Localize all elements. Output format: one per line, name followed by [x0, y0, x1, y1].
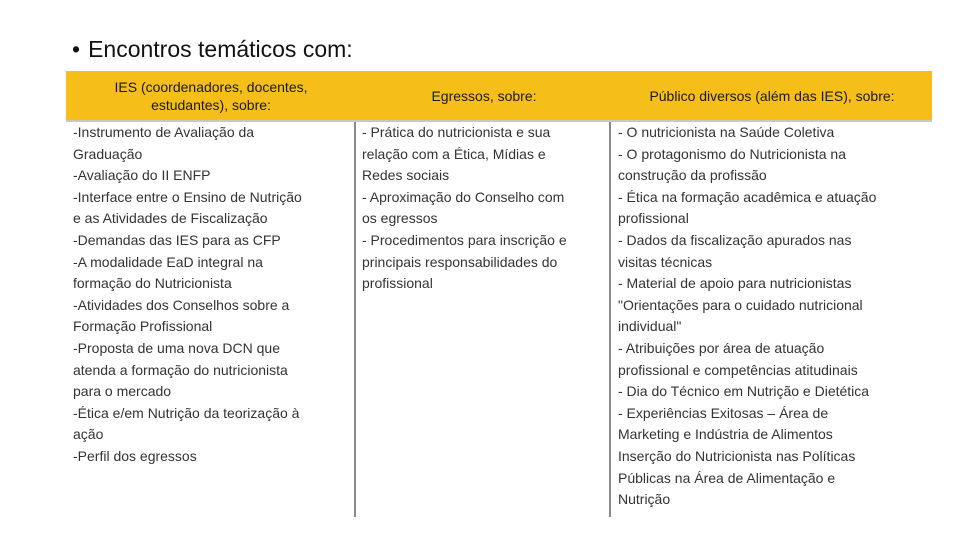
cell-line: Nutrição — [618, 491, 671, 508]
cell-line: - Aproximação do Conselho com — [362, 188, 565, 205]
cell-line: -Proposta de uma nova DCN que — [73, 339, 280, 356]
cell-line: construção da profissão — [618, 167, 767, 184]
cell-line: Formação Profissional — [73, 318, 213, 335]
cell-line: Inserção do Nutricionista nas Políticas — [618, 447, 856, 464]
cell-line: Graduação — [73, 145, 143, 162]
cell-egressos — [362, 122, 607, 517]
header-ies-line-2: estudantes), sobre: — [151, 96, 271, 113]
header-publico — [612, 71, 932, 120]
cell-line: Públicas na Área de Alimentação e — [618, 469, 836, 486]
cell-line: para o mercado — [73, 383, 172, 400]
cell-line: - Prática do nutricionista e sua — [362, 124, 551, 140]
cell-line: - Experiências Exitosas – Área de — [618, 404, 829, 421]
cell-line: os egressos — [362, 210, 438, 227]
cell-line: - Procedimentos para inscrição e — [362, 231, 567, 248]
cell-line: - Material de apoio para nutricionistas — [618, 275, 852, 292]
cell-line: -A modalidade EaD integral na — [73, 253, 263, 270]
table-body-row — [66, 122, 932, 517]
cell-line: Redes sociais — [362, 167, 450, 184]
cell-line: profissional e competências atitudinais — [618, 361, 858, 378]
cell-line: profissional — [362, 275, 433, 292]
cell-line: -Interface entre o Ensino de Nutrição — [73, 188, 302, 205]
cell-line: formação do Nutricionista — [73, 275, 232, 292]
cell-line: -Instrumento de Avaliação da — [73, 124, 255, 140]
cell-line: profissional — [618, 210, 689, 227]
cell-publico — [618, 122, 930, 517]
cell-line: - O protagonismo do Nutricionista na — [618, 145, 846, 162]
cell-line: - O nutricionista na Saúde Coletiva — [618, 124, 835, 140]
cell-line: -Demandas das IES para as CFP — [73, 231, 281, 248]
cell-line: relação com a Ética, Mídias e — [362, 145, 546, 162]
cell-line: - Ética na formação acadêmica e atuação — [618, 188, 877, 205]
cell-line: -Avaliação do II ENFP — [73, 167, 211, 184]
cell-ies — [73, 122, 353, 517]
cell-line: -Perfil dos egressos — [73, 447, 197, 464]
header-publico-line-1: Público diversos (além das IES), sobre: — [649, 87, 895, 104]
cell-line: -Atividades dos Conselhos sobre a — [73, 296, 290, 313]
table-header-row — [66, 71, 932, 122]
header-ies-line-1: IES (coordenadores, docentes, — [114, 78, 308, 95]
cell-line: principais responsabilidades do — [362, 253, 558, 270]
cell-line: - Dados da fiscalização apurados nas — [618, 231, 852, 248]
cell-line: atenda a formação do nutricionista — [73, 361, 288, 378]
header-ies — [66, 71, 356, 120]
header-egressos-line-1: Egressos, sobre: — [431, 87, 537, 104]
bullet: • — [72, 36, 81, 62]
cell-line: ação — [73, 426, 104, 443]
cell-line: - Dia do Técnico em Nutrição e Dietética — [618, 383, 870, 400]
slide-title — [72, 36, 353, 63]
topics-table — [66, 71, 932, 517]
cell-line: individual" — [618, 318, 682, 335]
cell-line: - Atribuições por área de atuação — [618, 339, 825, 356]
cell-line: visitas técnicas — [618, 253, 713, 270]
title-text: Encontros temáticos com: — [88, 36, 353, 62]
cell-line: -Ética e/em Nutrição da teorização à — [73, 404, 300, 421]
header-egressos — [356, 71, 612, 120]
cell-line: Marketing e Indústria de Alimentos — [618, 426, 833, 443]
cell-line: e as Atividades de Fiscalização — [73, 210, 268, 227]
cell-line: "Orientações para o cuidado nutricional — [618, 296, 863, 313]
